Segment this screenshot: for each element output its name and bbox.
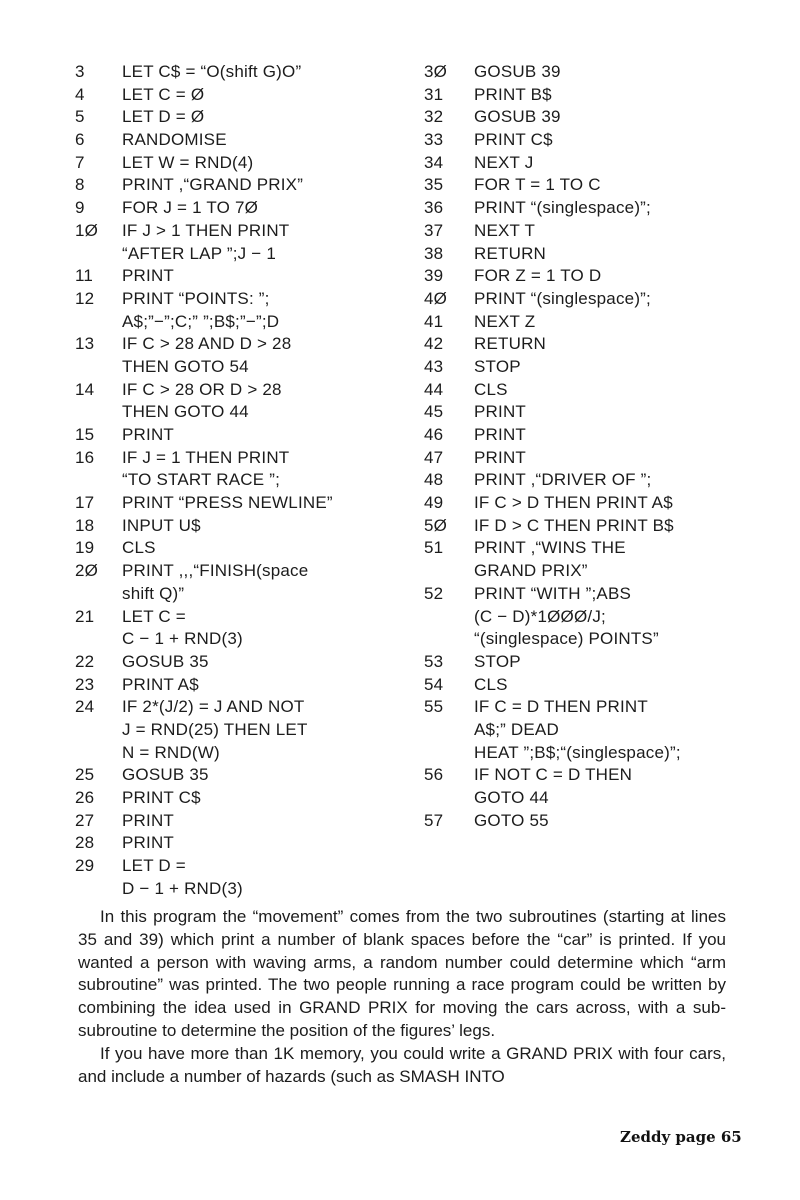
line-number: 4	[75, 84, 85, 104]
code-text: “TO START RACE ”;	[122, 470, 280, 490]
code-line	[424, 152, 764, 175]
code-text: A$;”−”;C;” ”;B$;”−”;D	[122, 311, 280, 331]
code-line	[424, 106, 764, 129]
line-number	[424, 560, 474, 583]
code-line	[75, 220, 405, 243]
code-line	[75, 832, 405, 855]
code-line	[75, 810, 405, 833]
line-number: 3Ø	[424, 62, 448, 81]
code-line	[75, 855, 405, 878]
line-number: 24	[75, 697, 95, 717]
line-number	[75, 583, 122, 606]
code-line	[424, 651, 764, 674]
line-number	[424, 787, 474, 810]
line-number: 22	[75, 651, 95, 671]
line-number: 57	[424, 810, 444, 830]
code-text: PRINT	[474, 402, 526, 422]
line-number: 45	[424, 402, 444, 422]
code-text: PRINT “(singlespace)”;	[474, 198, 651, 218]
line-number: 34	[424, 152, 444, 172]
code-line	[75, 560, 405, 583]
line-number	[75, 878, 122, 901]
code-line	[75, 401, 405, 424]
code-line	[424, 220, 764, 243]
line-number: 18	[75, 515, 95, 535]
code-text: PRINT ,“WINS THE	[474, 538, 626, 558]
code-line	[75, 537, 405, 560]
line-number	[424, 742, 474, 765]
code-line	[75, 243, 405, 266]
code-text: PRINT	[474, 447, 526, 467]
code-line	[75, 469, 405, 492]
code-text: RETURN	[474, 334, 547, 354]
line-number: 17	[75, 493, 95, 513]
code-line	[75, 311, 405, 334]
code-text: PRINT ,“DRIVER OF ”;	[474, 470, 652, 490]
line-number: 4Ø	[424, 288, 448, 308]
line-number: 23	[75, 674, 95, 694]
line-number: 14	[75, 379, 95, 399]
code-line	[424, 537, 764, 560]
line-number	[75, 469, 122, 492]
code-text: LET D = Ø	[122, 107, 205, 127]
line-number: 1Ø	[75, 220, 99, 240]
code-text: PRINT “POINTS: ”;	[122, 288, 270, 308]
code-line	[424, 469, 764, 492]
body-text	[78, 906, 726, 1088]
code-text: LET C = Ø	[122, 84, 205, 104]
code-line	[75, 606, 405, 629]
line-number: 39	[424, 266, 444, 286]
line-number	[424, 628, 474, 651]
code-line	[75, 719, 405, 742]
code-line	[424, 401, 764, 424]
line-number: 42	[424, 334, 444, 354]
code-text: PRINT	[122, 266, 174, 286]
code-line	[75, 197, 405, 220]
code-line	[424, 424, 764, 447]
code-line	[424, 628, 764, 651]
code-line	[424, 174, 764, 197]
line-number: 44	[424, 379, 444, 399]
code-text: IF NOT C = D THEN	[474, 765, 633, 785]
code-text: IF 2*(J/2) = J AND NOT	[122, 697, 305, 717]
code-line	[75, 515, 405, 538]
line-number: 33	[424, 130, 444, 150]
line-number: 6	[75, 130, 85, 150]
code-line	[424, 674, 764, 697]
code-text: FOR J = 1 TO 7Ø	[122, 198, 259, 218]
code-line	[424, 560, 764, 583]
code-line	[75, 447, 405, 470]
code-line	[75, 878, 405, 901]
code-text: PRINT “PRESS NEWLINE”	[122, 493, 333, 513]
code-line	[424, 265, 764, 288]
line-number: 53	[424, 651, 444, 671]
line-number	[75, 719, 122, 742]
code-text: NEXT Z	[474, 311, 536, 331]
line-number	[424, 719, 474, 742]
code-text: C − 1 + RND(3)	[122, 629, 243, 649]
line-number: 9	[75, 198, 85, 218]
code-line	[424, 583, 764, 606]
code-text: PRINT C$	[474, 130, 553, 150]
code-line	[424, 243, 764, 266]
line-number: 31	[424, 84, 444, 104]
line-number: 16	[75, 447, 95, 467]
code-text: IF C > 28 OR D > 28	[122, 379, 282, 399]
code-line	[75, 651, 405, 674]
code-text: shift Q)”	[122, 583, 185, 603]
code-text: IF J > 1 THEN PRINT	[122, 220, 290, 240]
code-line	[75, 61, 405, 84]
code-line	[424, 742, 764, 765]
code-text: FOR T = 1 TO C	[474, 175, 601, 195]
line-number: 5Ø	[424, 515, 448, 535]
code-text: LET C =	[122, 606, 186, 626]
line-number	[75, 401, 122, 424]
code-line	[424, 787, 764, 810]
code-text: GOSUB 35	[122, 765, 209, 785]
code-text: CLS	[474, 674, 508, 694]
code-text: PRINT	[474, 425, 526, 444]
line-number: 55	[424, 697, 444, 717]
line-number: 26	[75, 788, 95, 807]
line-number: 13	[75, 334, 95, 354]
code-line	[75, 696, 405, 719]
code-line	[75, 84, 405, 107]
code-line	[75, 333, 405, 356]
code-text: THEN GOTO 44	[122, 402, 249, 422]
code-text: N = RND(W)	[122, 742, 220, 762]
line-number: 27	[75, 810, 95, 830]
code-line	[424, 61, 764, 84]
code-line	[424, 492, 764, 515]
line-number: 28	[75, 833, 95, 853]
line-number: 5	[75, 107, 85, 127]
code-line	[75, 742, 405, 765]
code-line	[424, 764, 764, 787]
line-number: 37	[424, 220, 444, 240]
code-text: IF J = 1 THEN PRINT	[122, 447, 290, 467]
code-line	[424, 379, 764, 402]
line-number: 38	[424, 243, 444, 263]
line-number: 19	[75, 538, 95, 558]
line-number: 47	[424, 447, 444, 467]
line-number	[75, 356, 122, 379]
code-line	[424, 810, 764, 833]
code-text: (C − D)*1ØØØ/J;	[474, 606, 606, 626]
code-text: PRINT	[122, 833, 174, 853]
code-text: CLS	[474, 379, 508, 399]
code-text: PRINT C$	[122, 788, 201, 807]
code-text: GOTO 44	[474, 788, 549, 807]
code-line	[424, 356, 764, 379]
line-number	[75, 311, 122, 334]
line-number: 51	[424, 538, 444, 558]
code-text: PRINT B$	[474, 84, 552, 104]
code-line	[424, 197, 764, 220]
listing-right-column	[424, 61, 764, 832]
code-line	[424, 129, 764, 152]
code-text: FOR Z = 1 TO D	[474, 266, 602, 286]
line-number: 11	[75, 266, 94, 286]
line-number: 52	[424, 583, 444, 603]
line-number: 21	[75, 606, 95, 626]
code-line	[75, 492, 405, 515]
code-text: LET D =	[122, 856, 186, 876]
code-text: “(singlespace) POINTS”	[474, 629, 659, 649]
code-text: GOSUB 39	[474, 107, 561, 127]
line-number: 56	[424, 765, 444, 785]
code-line	[75, 628, 405, 651]
paragraph: If you have more than 1K memory, you could write a GRAND PRIX with four cars, and include a number of hazards (such as SMASH INTO	[78, 1043, 726, 1086]
code-line	[75, 379, 405, 402]
line-number: 41	[424, 311, 444, 331]
code-line	[75, 674, 405, 697]
code-text: GOSUB 35	[122, 651, 209, 671]
line-number: 8	[75, 175, 85, 195]
line-number: 29	[75, 856, 95, 876]
code-line	[75, 265, 405, 288]
code-text: NEXT J	[474, 152, 534, 172]
code-line	[75, 152, 405, 175]
code-line	[424, 333, 764, 356]
line-number: 12	[75, 288, 95, 308]
code-line	[424, 696, 764, 719]
code-line	[75, 288, 405, 311]
code-line	[75, 583, 405, 606]
line-number: 43	[424, 356, 444, 376]
code-text: IF C = D THEN PRINT	[474, 697, 648, 717]
code-line	[424, 288, 764, 311]
code-text: PRINT “WITH ”;ABS	[474, 583, 632, 603]
code-text: D − 1 + RND(3)	[122, 878, 243, 898]
code-text: LET C$ = “O(shift G)O”	[122, 62, 302, 81]
code-line	[75, 174, 405, 197]
code-line	[75, 424, 405, 447]
code-text: GRAND PRIX”	[474, 561, 588, 581]
code-line	[424, 311, 764, 334]
line-number: 7	[75, 152, 85, 172]
line-number: 49	[424, 493, 444, 513]
code-text: NEXT T	[474, 220, 536, 240]
code-text: STOP	[474, 651, 521, 671]
paragraph: In this program the “movement” comes from the two subroutines (starting at lines 35 and 39) which print a number of blank spaces before the “car” is printed. If you wanted a person with waving arms, a random number could determine which “arm subroutine” was printed. The two people running a race program could be written by combining the idea used in GRAND PRIX for moving the cars across, with a sub-subroutine to determine the position of the figures’ legs.	[78, 907, 726, 1040]
code-line	[75, 764, 405, 787]
page-footer: Zeddy page 65	[620, 1128, 742, 1146]
code-text: J = RND(25) THEN LET	[122, 719, 308, 739]
code-text: PRINT	[122, 425, 174, 444]
code-line	[75, 106, 405, 129]
code-line	[424, 447, 764, 470]
code-line	[75, 129, 405, 152]
code-line	[424, 606, 764, 629]
line-number	[75, 243, 122, 266]
code-text: PRINT ,,,“FINISH(space	[122, 561, 309, 581]
line-number: 48	[424, 470, 444, 490]
line-number	[75, 742, 122, 765]
code-text: CLS	[122, 538, 156, 558]
code-line	[75, 356, 405, 379]
line-number: 15	[75, 425, 95, 444]
code-text: PRINT “(singlespace)”;	[474, 288, 651, 308]
code-text: HEAT ”;B$;“(singlespace)”;	[474, 742, 681, 762]
line-number: 25	[75, 765, 95, 785]
code-text: IF D > C THEN PRINT B$	[474, 515, 674, 535]
code-text: IF C > 28 AND D > 28	[122, 334, 292, 354]
code-text: THEN GOTO 54	[122, 356, 249, 376]
line-number: 3	[75, 62, 85, 81]
line-number: 54	[424, 674, 444, 694]
code-text: INPUT U$	[122, 515, 201, 535]
code-text: STOP	[474, 356, 521, 376]
code-text: LET W = RND(4)	[122, 152, 254, 172]
line-number: 35	[424, 175, 444, 195]
line-number	[75, 628, 122, 651]
line-number: 32	[424, 107, 444, 127]
code-text: RANDOMISE	[122, 130, 227, 150]
code-text: GOTO 55	[474, 810, 549, 830]
code-text: RETURN	[474, 243, 547, 263]
listing-left-column	[75, 61, 405, 900]
code-text: GOSUB 39	[474, 62, 561, 81]
code-line	[424, 719, 764, 742]
code-text: IF C > D THEN PRINT A$	[474, 493, 673, 513]
code-line	[75, 787, 405, 810]
line-number	[424, 606, 474, 629]
line-number: 2Ø	[75, 561, 99, 581]
code-text: PRINT ,“GRAND PRIX”	[122, 175, 304, 195]
code-text: PRINT	[122, 810, 174, 830]
code-line	[424, 84, 764, 107]
code-text: PRINT A$	[122, 674, 199, 694]
line-number: 36	[424, 198, 444, 218]
line-number: 46	[424, 425, 444, 444]
code-text: A$;” DEAD	[474, 719, 559, 739]
code-text: “AFTER LAP ”;J − 1	[122, 243, 276, 263]
code-line	[424, 515, 764, 538]
